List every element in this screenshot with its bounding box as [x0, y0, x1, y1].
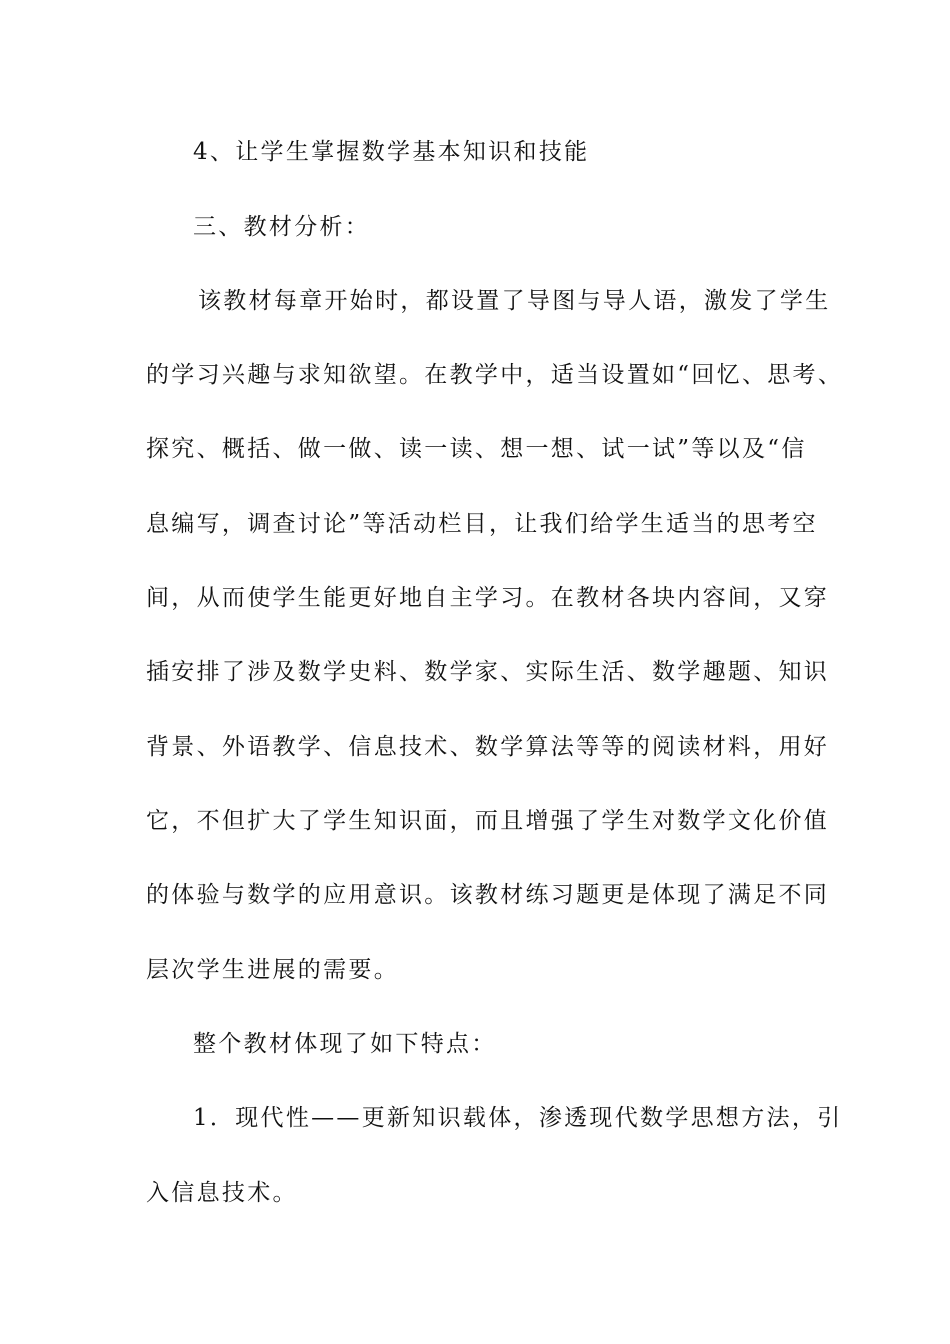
feature-item-1-continuation: 入信息技术。: [146, 1180, 298, 1206]
paragraph-line: 的体验与数学的应用意识。该教材练习题更是体现了满足不同: [146, 882, 830, 908]
paragraph-line: 该教材每章开始时，都设置了导图与导人语，激发了学生: [198, 288, 831, 314]
section-heading-textbook-analysis: 三、教材分析：: [193, 214, 371, 240]
paragraph-line: 的学习兴趣与求知欲望。在教学中，适当设置如“回忆、思考、: [146, 362, 844, 388]
feature-item-1: 1．现代性——更新知识载体，渗透现代数学思想方法，引: [193, 1105, 843, 1131]
paragraph-line: 层次学生进展的需要。: [146, 957, 399, 983]
paragraph-line: 探究、概括、做一做、读一读、想一想、试一试”等以及“信: [146, 436, 807, 462]
paragraph-line: 息编写，调查讨论”等活动栏目，让我们给学生适当的思考空: [146, 511, 818, 537]
paragraph-line: 它，不但扩大了学生知识面，而且增强了学生对数学文化价值: [146, 808, 830, 834]
paragraph-line: 背景、外语教学、信息技术、数学算法等等的阅读材料，用好: [146, 734, 830, 760]
paragraph-line: 插安排了涉及数学史料、数学家、实际生活、数学趣题、知识: [146, 659, 830, 685]
features-intro: 整个教材体现了如下特点：: [193, 1031, 497, 1057]
objective-item-4: 4、让学生掌握数学基本知识和技能: [193, 139, 590, 165]
paragraph-line: 间，从而使学生能更好地自主学习。在教材各块内容间，又穿: [146, 585, 830, 611]
